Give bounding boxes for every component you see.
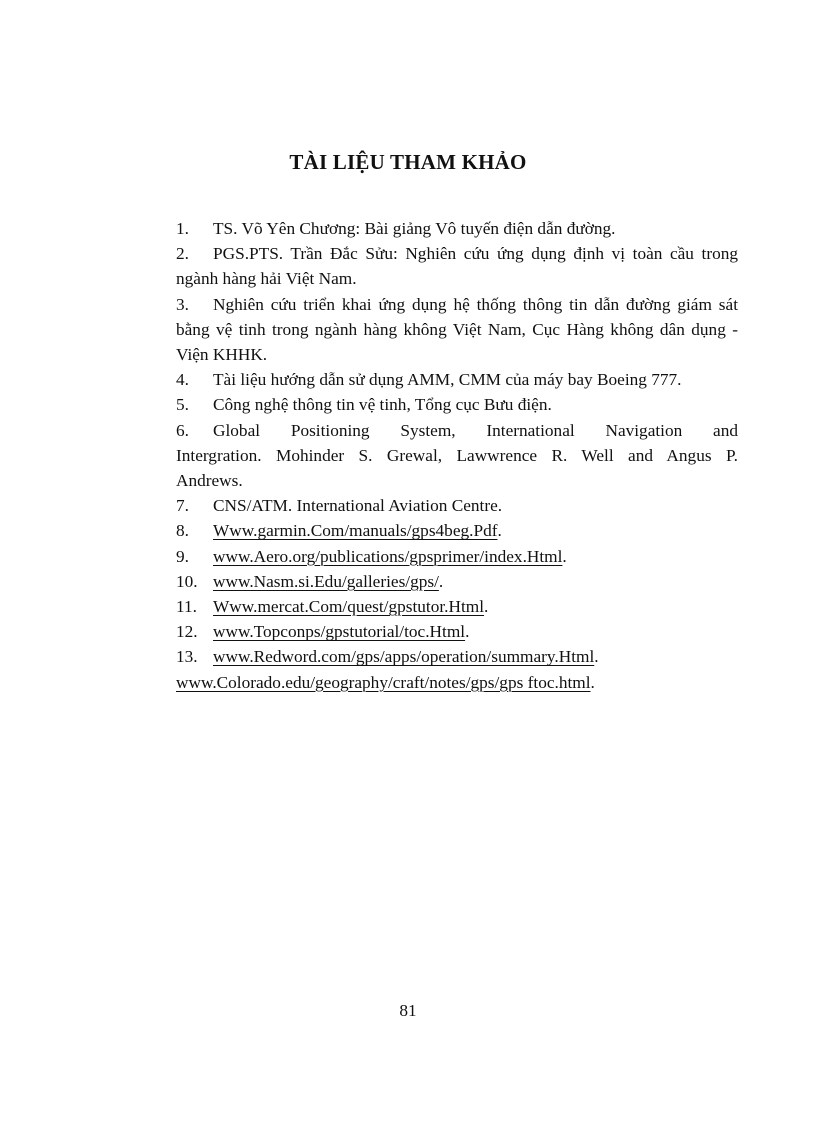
reference-item-11: 11. Www.mercat.Com/quest/gpstutor.Html. (176, 594, 738, 619)
reference-text: Global Positioning System, International Navigation and (213, 420, 738, 440)
reference-list (176, 216, 738, 695)
reference-number: 3. (176, 294, 189, 314)
reference-link[interactable]: www.Colorado.edu/geography/craft/notes/gps/gps ftoc.html (176, 672, 591, 692)
reference-item-5 (176, 392, 738, 417)
reference-number: 10. (176, 571, 198, 591)
reference-item-7 (176, 493, 738, 518)
reference-item-1 (176, 216, 738, 241)
reference-link[interactable]: www.Redword.com/gps/apps/operation/summary.Html (213, 647, 595, 667)
reference-item-13: 13. www.Redword.com/gps/apps/operation/summary.Html. (176, 644, 738, 669)
page-title: TÀI LIỆU THAM KHẢO (289, 150, 527, 174)
reference-text: TS. Võ Yên Chương: Bài giảng Vô tuyến điện dẫn đường. (213, 219, 616, 238)
reference-number: 13. (176, 647, 198, 667)
reference-text: PGS.PTS. Trần Đắc Sửu: Nghiên cứu ứng dụng định vị toàn cầu trong ngành hàng hải Việt Nam. (176, 244, 738, 289)
reference-item-4 (176, 367, 738, 392)
reference-number: 12. (176, 622, 198, 642)
reference-item-10: 10. www.Nasm.si.Edu/galleries/gps/. (176, 569, 738, 594)
reference-text: CNS/ATM. International Aviation Centre. (213, 496, 503, 516)
reference-item-2 (176, 241, 738, 291)
reference-number: 5. (176, 395, 189, 415)
reference-link[interactable]: www.Aero.org/publications/gpsprimer/index.Html (213, 546, 563, 566)
reference-item-3 (176, 292, 738, 368)
page-number: 81 (399, 1001, 417, 1020)
reference-number: 9. (176, 546, 189, 566)
reference-number: 8. (176, 521, 189, 541)
reference-text: Nghiên cứu triển khai ứng dụng hệ thống thông tin dẫn đường giám sát bằng vệ tinh trong ngành hàng không Việt Nam, Cục Hàng không dân dụng - Viện KHHK. (176, 294, 738, 365)
reference-item-12: 12. www.Topconps/gpstutorial/toc.Html. (176, 619, 738, 644)
reference-item-9: 9. www.Aero.org/publications/gpsprimer/index.Html. (176, 544, 738, 569)
reference-text: Tài liệu hướng dẫn sử dụng AMM, CMM của máy bay Boeing 777. (213, 370, 682, 390)
reference-number: 2. (176, 244, 189, 264)
reference-number: 4. (176, 370, 189, 390)
reference-item-6 (176, 418, 738, 494)
reference-line: Andrews. (176, 471, 243, 491)
reference-item-8: 8. Www.garmin.Com/manuals/gps4beg.Pdf. (176, 518, 738, 543)
reference-line (176, 418, 738, 443)
reference-link[interactable]: www.Nasm.si.Edu/galleries/gps/ (213, 571, 439, 591)
reference-link[interactable]: Www.mercat.Com/quest/gpstutor.Html (213, 597, 485, 617)
reference-number: 6. (176, 420, 189, 440)
reference-text: Công nghệ thông tin vệ tinh, Tổng cục Bưu điện. (213, 395, 552, 415)
reference-line: Intergration. Mohinder S. Grewal, Lawwrence R. Well and Angus P. (176, 445, 738, 465)
reference-link[interactable]: www.Topconps/gpstutorial/toc.Html (213, 622, 466, 642)
reference-number: 7. (176, 496, 189, 516)
reference-item-continuation: www.Colorado.edu/geography/craft/notes/gps/gps ftoc.html. (176, 672, 595, 692)
reference-number: 11. (176, 597, 197, 617)
reference-link[interactable]: Www.garmin.Com/manuals/gps4beg.Pdf (213, 521, 498, 541)
reference-number: 1. (176, 219, 189, 238)
